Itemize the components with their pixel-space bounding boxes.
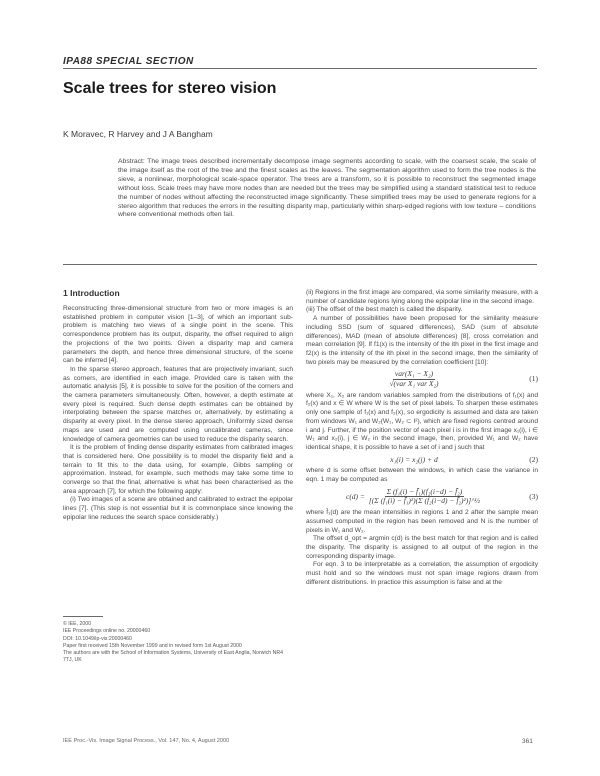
paragraph: (i) Two images of a scene are obtained and calibrated to extract the epipolar lines [7]. (This step is not essential but it is commonplace since knowing the epipolar line reduces the search space considerably.)	[63, 496, 293, 521]
paragraph: For eqn. 3 to be interpretable as a correlation, the assumption of ergodicity must hold and so the windows must not span image regions drawn from different distributions. In practice this assumption is false and at the	[306, 561, 538, 586]
equation-1-numerator: var(X₁ − X₂)	[394, 369, 434, 379]
paper-title: Scale trees for stereo vision	[63, 80, 277, 97]
footnote-line: DOI: 10.1049/ip-vis:20000460	[63, 635, 132, 642]
equation-2-number: (2)	[529, 454, 538, 464]
equation-3-denominator: [(Σ (f₁(i) − f̄₁)²)(Σ (f₂(i−d) − f̄₂)²)]^½	[368, 496, 480, 506]
equation-2-body: x₁(i) = x₂(j) + d	[390, 454, 438, 464]
equation-3	[306, 488, 538, 506]
paragraph: where X₁, X₂ are random variables sampled from the distributions of f₁(x) and f₂(x) and x ∈ W where W is the set of pixel labels. To sharpen these estimates only one sample of f₁(x) and f₂(x), so ergodicity is assumed and data are taken from windows W₁ and W₂(W₁, W₂ ⊂ I²), which are fixed regions centred around i and j. Further, if the position vector of each pixel i is in the first image x₁(i), i ∈ W₁ and x₂(i), j ∈ W₂ in the second image, then, provided W₁ and W₂ have identical shape, it is possible to have a set of i and j such that	[306, 391, 538, 451]
journal-footer: IEE Proc.-Vis. Image Signal Process., Vol. 147, No. 4, August 2000	[63, 738, 230, 744]
paragraph: where f̄₁(d) are the mean intensities in regions 1 and 2 after the sample mean assumed computed in the region has been removed and N is the number of pixels in W₁ and W₂.	[306, 509, 538, 534]
paragraph: It is the problem of finding dense disparity estimates from calibrated images that is considered here. One possibility is to model the disparity field and a terrain to fit this to the data using, for example, Gibbs sampling or approximation. Instead, for example, such methods may take some time to converge so that the final, alternative is what has been characterised as the area approach [7], for which the following apply:	[63, 444, 293, 495]
paragraph: A number of possibilities have been proposed for the similarity measure including SSD (sum of squared differences), SAD (sum of absolute differences), MAD (mean of absolute differences) [8], cross correlation and mean correlation [9]. If f1(x) is the intensity of the ith pixel in the first image and f2(x) is the intensity of the ith pixel in the second image, then the similarity of two pixels may be measured by the correlation coefficient [10]:	[306, 315, 538, 366]
authors: K Moravec, R Harvey and J A Bangham	[63, 129, 213, 139]
equation-1-denominator: √(var X₁ var X₂)	[389, 379, 439, 389]
right-column	[306, 289, 538, 588]
paragraph: where d is some offset between the windows, in which case the variance in eqn. 1 may be computed as	[306, 467, 538, 484]
paragraph: The offset d_opt = argmin c(d) is the best match for that region and is called the disparity. The disparity is assigned to all output of the region in the corresponding disparity image.	[306, 535, 538, 560]
abstract: Abstract: The image trees described incrementally decompose image segments according to scale, with the coarsest scale, the scale of the image itself as the root of the tree and the finest scales as the leaves. The segmentation algorithm used to form the tree nodes is the sieve, a nonlinear, morphological scale-space operator. The trees are a transform, so it is possible to reconstruct the segmented image without loss. Scale trees may have more nodes than are needed but the trees may be simplified using a standard statistical test to reduce the number of nodes without affecting the reconstructed image significantly. These simplified trees may be used to generate regions for a stereo algorithm that reduces the errors in the resulting disparity map, particularly within sharp-edged regions with low texture – conditions where conventional methods often fail.	[118, 158, 536, 219]
footnote	[63, 621, 293, 665]
header-rule	[63, 68, 537, 69]
paragraph: Reconstructing three-dimensional structure from two or more images is an established problem in computer vision [1–3], of which an important sub-problem is matching two views of a single point in the scene. This correspondence problem has its output, disparity, the offset required to align the projections of the two points. Given a disparity map and camera parameters the depth, and hence three dimensional structure, of the scene can be inferred [4].	[63, 305, 293, 365]
abstract-rule	[63, 264, 537, 265]
footnote-rule	[63, 616, 103, 617]
section-heading: 1 Introduction	[63, 288, 120, 298]
left-column	[63, 305, 293, 523]
equation-2	[306, 456, 538, 465]
paragraph: (ii) Regions in the first image are compared, via some similarity measure, with a number of candidate regions lying along the epipolar line in the second image.	[306, 289, 538, 305]
footnote-line: Paper first received 15th November 1999 and in revised form 1st August 2000	[63, 642, 242, 649]
footnote-line: The authors are with the School of Information Systems, University of East Anglia, Norwich NR4 7TJ, UK	[63, 650, 283, 664]
equation-3-number: (3)	[529, 491, 538, 501]
equation-3-numerator: Σ (f₁(i) − f̄₁)(f₂(i−d) − f̄₂)	[386, 486, 463, 496]
paragraph: In the sparse stereo approach, features that are projectively invariant, such as corners, are identified in each image. Provided care is taken with the automatic analysis [5], it is possible to solve for the position of the corners and the camera parameters simultaneously. Often, however, a depth estimate at every pixel is required. Such dense depth estimates can be obtained by interpolating between the sparse matches or, alternatively, by estimating a disparity at every pixel. In the dense stereo approach, Uniformly sized dense maps are used and are computed using uncalibrated cameras, since knowledge of camera geometries can be used to reduce the disparity search.	[63, 365, 293, 443]
equation-1-number: (1)	[529, 374, 538, 384]
footnote-line: © IEE, 2000	[63, 621, 92, 627]
paragraph: (iii) The offset of the best match is called the disparity.	[306, 306, 463, 314]
page-number: 361	[522, 738, 533, 745]
equation-3-lhs: c(d) =	[345, 491, 365, 501]
section-label: IPA88 SPECIAL SECTION	[63, 56, 194, 67]
footnote-line: IEE Proceedings online no. 20000460	[63, 628, 151, 635]
equation-1	[306, 370, 538, 388]
